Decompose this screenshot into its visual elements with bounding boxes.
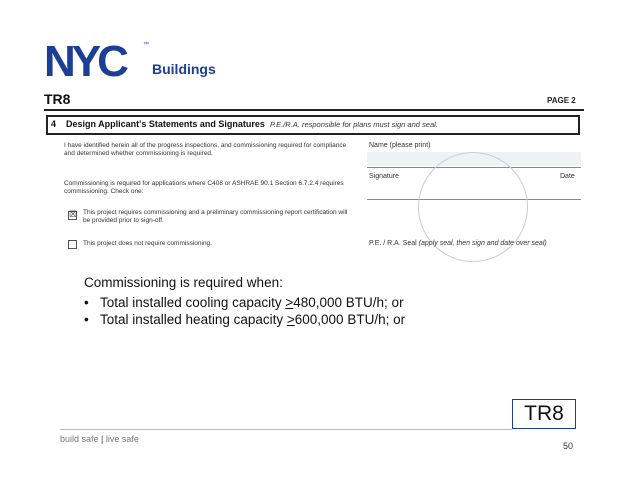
logo-department: Buildings: [152, 61, 216, 77]
requires-commissioning-checkbox[interactable]: [68, 211, 77, 220]
list-item: [84, 295, 404, 310]
nyc-buildings-logo: [44, 37, 219, 86]
form-page-label: PAGE 2: [547, 96, 576, 105]
bullet-icon: •: [84, 312, 89, 327]
bullet-text: Total installed heating capacity: [100, 312, 287, 327]
section-subtitle: P.E./R.A. responsible for plans must sign and seal.: [270, 120, 438, 129]
tagline-right: live safe: [105, 434, 139, 444]
date-label: Date: [560, 173, 575, 180]
statement-paragraph-2: Commissioning is required for applications where C408 or ASHRAE 90.1 Section 6.7.2.4 requires commissioning. Check one:: [64, 180, 344, 195]
statement-paragraph-1: I have identified herein all of the progress inspections, and commissioning required for compliance and determined whether commissioning is required.: [64, 142, 347, 157]
list-item: [84, 312, 405, 327]
ge-symbol: >: [285, 295, 294, 310]
section-title: Design Applicant's Statements and Signatures: [66, 119, 265, 129]
seal-label-text: P.E. / R.A. Seal: [369, 240, 417, 247]
form-title: TR8: [44, 91, 71, 107]
footer-tagline: [60, 434, 139, 444]
footer-divider: [60, 429, 512, 430]
tagline-separator: |: [98, 434, 106, 444]
ge-symbol: >: [286, 312, 295, 327]
signature-label: Signature: [369, 173, 399, 180]
bullet-value: 600,000 BTU/h; or: [294, 312, 406, 327]
name-label: Name (please print): [369, 142, 431, 149]
seal-label: [369, 240, 547, 247]
checkbox-2-label: This project does not require commissioning.: [83, 240, 212, 247]
logo-wordmark: NYC: [44, 37, 125, 86]
no-commissioning-checkbox[interactable]: [68, 240, 77, 249]
seal-note: (apply seal, then sign and date over seal): [418, 240, 547, 247]
page-number: 50: [563, 441, 574, 451]
checkbox-1-label: This project requires commissioning and a preliminary commissioning report certification will be provided prior to sign-off.: [83, 209, 348, 224]
bullet-text: Total installed cooling capacity: [100, 295, 286, 310]
section-number: 4: [51, 119, 57, 129]
form-divider: [44, 109, 584, 111]
bullet-value: 480,000 BTU/h; or: [293, 295, 404, 310]
logo-trademark: ™: [143, 42, 149, 48]
requirement-heading: Commissioning is required when:: [84, 275, 283, 290]
bullet-icon: •: [84, 295, 89, 310]
checked-x-icon: ☒: [69, 209, 78, 219]
tagline-left: build safe: [60, 434, 99, 444]
tr8-badge: TR8: [512, 399, 576, 429]
